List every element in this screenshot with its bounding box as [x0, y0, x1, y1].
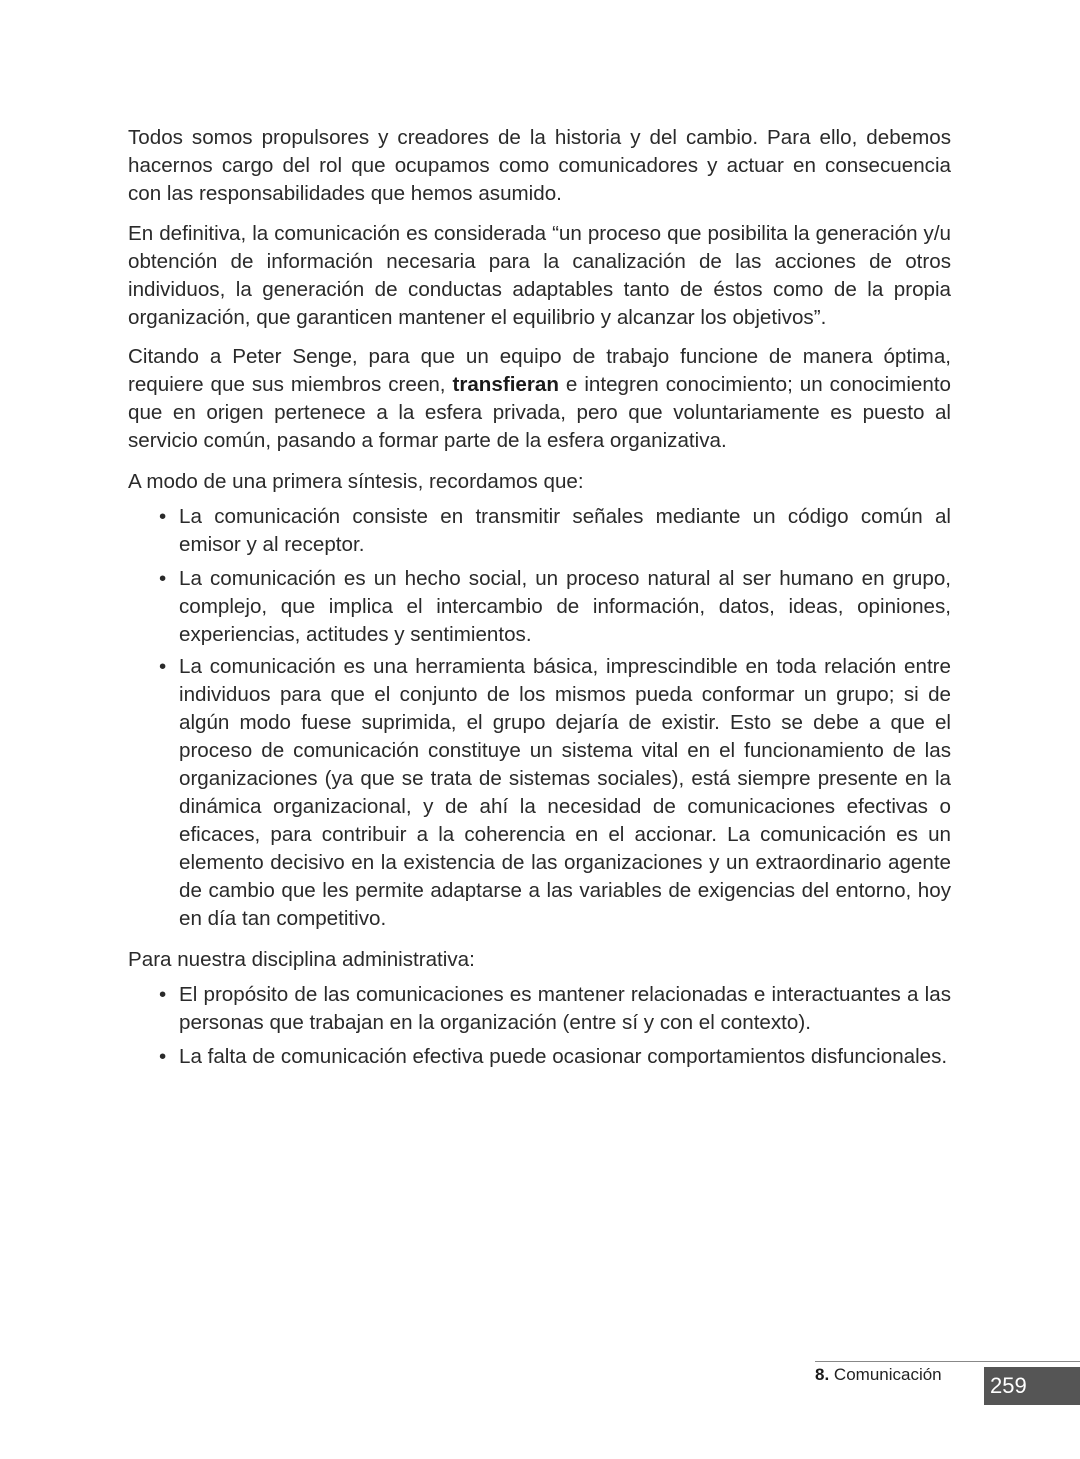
paragraph: Todos somos propulsores y creadores de la historia y del cambio. Para ello, debemos hacernos cargo del rol que ocupamos como comunicadores y actuar en consecuencia con las responsabilidades que hemos asumido. — [128, 126, 951, 205]
chapter-number: 8. — [815, 1365, 830, 1384]
footer-divider — [815, 1361, 1080, 1362]
bold-term: transfieran — [452, 373, 559, 396]
paragraph: A modo de una primera síntesis, recordamos que: — [128, 470, 584, 493]
list-item: • La comunicación es un hecho social, un proceso natural al ser humano en grupo, complejo, que implica el intercambio de información, datos, ideas, opiniones, experiencias, actitudes y sentimientos. — [179, 565, 951, 649]
paragraph: Para nuestra disciplina administrativa: — [128, 948, 475, 971]
chapter-title: Comunicación — [833, 1365, 942, 1384]
list-item: • La comunicación consiste en transmitir señales mediante un código común al emisor y al receptor. — [179, 503, 951, 559]
list-item: • El propósito de las comunicaciones es mantener relacionadas e interactuantes a las personas que trabajan en la organización (entre sí y con el contexto). — [179, 981, 951, 1037]
page-number: 259 — [984, 1367, 1080, 1405]
paragraph: En definitiva, la comunicación es considerada “un proceso que posibilita la generación y/u obtención de información necesaria para la canalización de las acciones de otros individuos, la generación de conductas adaptables tanto de éstos como de la propia organización, que garanticen mantener el equilibrio y alcanzar los objetivos”. — [128, 222, 951, 329]
text: e integren conocimiento; un conocimiento que en origen pertenece a la esfera privada, pero que voluntariamente es puesto al servicio común, pasando a formar parte de la esfera organizativa. — [128, 373, 951, 452]
list-item: • La falta de comunicación efectiva puede ocasionar comportamientos disfuncionales. — [179, 1043, 951, 1071]
text: Citando a Peter Senge, para que un equipo de trabajo funcione de manera óptima, requiere que sus miembros creen, — [128, 345, 951, 396]
list-item: • La comunicación es una herramienta básica, imprescindible en toda relación entre individuos para que el conjunto de los mismos pueda conformar un grupo; si de algún modo fuese suprimida, el grupo dejaría de existir. Esto se debe a que el proceso de comunicación constituye un sistema vital en el funcionamiento de las organizaciones (ya que se trata de sistemas sociales), está siempre presente en la dinámica organizacional, y de ahí la necesidad de comunicaciones efectivas o eficaces, para contribuir a la coherencia en el accionar. La comunicación es un elemento decisivo en la existencia de las organizaciones y un extraordinario agente de cambio que les permite adaptarse a las variables de exigencias del entorno, hoy en día tan competitivo. — [179, 653, 951, 933]
paragraph — [128, 343, 951, 455]
chapter-label — [815, 1365, 942, 1385]
